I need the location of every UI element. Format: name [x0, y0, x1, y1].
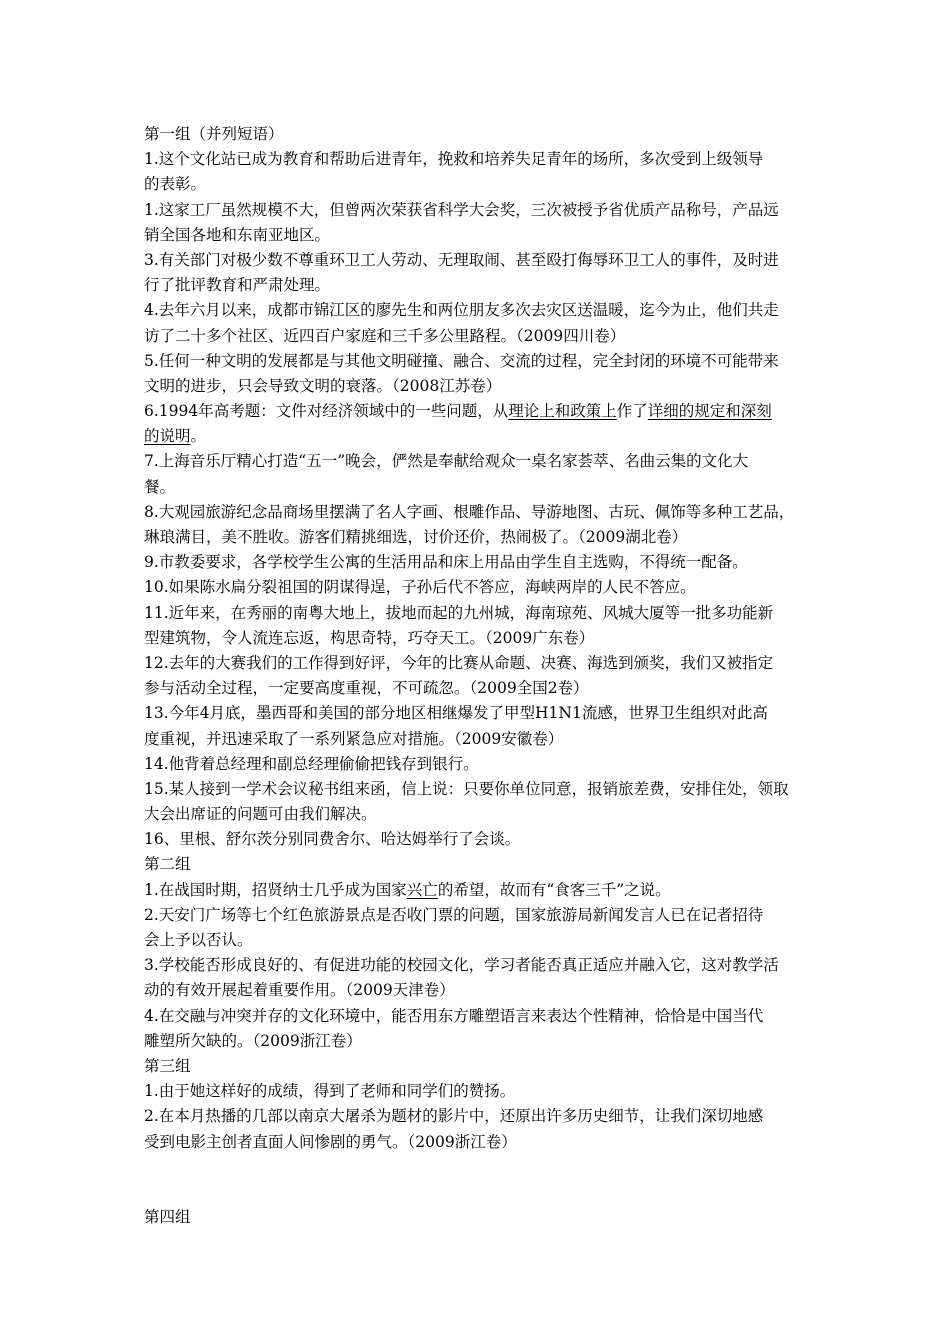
g3-item-2-line-1: 2.在本月热播的几部以南京大屠杀为题材的影片中，还原出许多历史细节，让我们深切地感 [144, 1107, 764, 1126]
blank-space [144, 1155, 814, 1205]
item-4-line-1: 4.去年六月以来，成都市锦江区的廖先生和两位朋友多次去灾区送温暖，迄今为止，他们共走 [144, 301, 779, 320]
item-9-line-1: 9.市教委要求，各学校学生公寓的生活用品和床上用品由学生自主选购，不得统一配备。 [144, 553, 748, 572]
item-6-line-1 [144, 399, 814, 424]
g3-item-1-line-1: 1.由于她这样好的成绩，得到了老师和同学们的赞扬。 [144, 1082, 516, 1101]
item-10-line-1: 10.如果陈水扁分裂祖国的阴谋得逞，子孙后代不答应，海峡两岸的人民不答应。 [144, 578, 696, 597]
g2-item-2-line-1: 2.天安门广场等七个红色旅游景点是否收门票的问题，国家旅游局新闻发言人已在记者招待 [144, 905, 764, 924]
item-7-line-2: 餐。 [144, 477, 176, 496]
item-4-line-2: 访了二十多个社区、近四百户家庭和三千多公里路程。（2009四川卷） [144, 326, 626, 345]
item-13-line-1: 13.今年4月底，墨西哥和美国的部分地区相继爆发了甲型H1N1流感，世界卫生组织对此高 [144, 704, 768, 723]
item-11-line-2: 型建筑物，令人流连忘返，构思奇特，巧夺天工。（2009广东卷） [144, 628, 595, 647]
item-1-line-2: 的表彰。 [144, 175, 207, 194]
item-12-line-1: 12.去年的大赛我们的工作得到好评，今年的比赛从命题、决赛、海选到颁奖，我们又被指定 [144, 653, 774, 672]
g2-item-1-text-a: 1.在战国时期，招贤纳士几乎成为国家 [144, 880, 407, 899]
g2-item-3-line-2: 动的有效开展起着重要作用。（2009天津卷） [144, 981, 455, 1000]
item-16-line-1: 16、里根、舒尔茨分别同费舍尔、哈达姆举行了会谈。 [144, 830, 521, 849]
item-6-underline-1: 理论上和政策上 [508, 402, 617, 421]
item-15-line-2: 大会出席证的问题可由我们解决。 [144, 805, 377, 824]
g3-item-2-line-2: 受到电影主创者直面人间惨剧的勇气。（2009浙江卷） [144, 1132, 517, 1151]
item-12-line-2: 参与活动全过程，一定要高度重视，不可疏忽。（2009全国2卷） [144, 679, 589, 698]
item-2-line-1: 1.这家工厂虽然规模不大，但曾两次荣获省科学大会奖，三次被授予省优质产品称号，产品远 [144, 200, 779, 219]
g2-item-3-line-1: 3.学校能否形成良好的、有促进功能的校园文化，学习者能否真正适应并融入它，这对教学活 [144, 956, 779, 975]
item-6-underline-2: 详细的规定和深刻 [647, 402, 772, 421]
item-6-text-b: 作了 [616, 402, 648, 421]
item-6-line-2 [144, 424, 814, 449]
g2-item-1-underline: 兴亡 [406, 880, 438, 899]
item-1-line-1: 1.这个文化站已成为教育和帮助后进青年，挽救和培养失足青年的场所，多次受到上级领导 [144, 150, 764, 169]
group-3-title: 第三组 [144, 1056, 191, 1075]
item-11-line-1: 11.近年来，在秀丽的南粤大地上，拔地而起的九州城，海南琼苑、风城大厦等一批多功能新 [144, 603, 774, 622]
item-7-line-1: 7.上海音乐厅精心打造“五一”晚会，俨然是奉献给观众一桌名家荟萃、名曲云集的文化大 [144, 452, 749, 471]
item-5-line-2: 文明的进步，只会导致文明的衰落。（2008江苏卷） [144, 376, 502, 395]
item-8-line-1: 8.大观园旅游纪念品商场里摆满了名人字画、根雕作品、导游地图、古玩、佩饰等多种工艺品， [144, 502, 795, 521]
item-14-line-1: 14.他背着总经理和副总经理偷偷把钱存到银行。 [144, 754, 479, 773]
g2-item-2-line-2: 会上予以否认。 [144, 931, 253, 949]
item-5-line-1: 5.任何一种文明的发展都是与其他文明碰撞、融合、交流的过程，完全封闭的环境不可能带来 [144, 351, 779, 370]
group-1-title: 第一组（并列短语） [144, 125, 284, 143]
g2-item-1-line-1 [144, 878, 814, 903]
item-6-underline-2-cont: 的说明 [144, 427, 191, 446]
item-8-line-2: 琳琅满目，美不胜收。游客们精挑细选，讨价还价，热闹极了。（2009湖北卷） [144, 528, 688, 546]
g2-item-4-line-2: 雕塑所欠缺的。（2009浙江卷） [144, 1031, 362, 1050]
item-2-line-2: 销全国各地和东南亚地区。 [144, 225, 331, 244]
item-6-text-a: 6.1994年高考题：文件对经济领域中的一些问题，从 [144, 402, 509, 421]
document-page [144, 122, 814, 1230]
item-3-line-1: 3.有关部门对极少数不尊重环卫工人劳动、无理取闹、甚至殴打侮辱环卫工人的事件，及时进 [144, 250, 779, 269]
item-15-line-1: 15.某人接到一学术会议秘书组来函，信上说：只要你单位同意，报销旅差费，安排住处，领取 [144, 779, 789, 798]
item-3-line-2: 行了批评教育和严肃处理。 [144, 276, 331, 295]
item-13-line-2: 度重视，并迅速采取了一系列紧急应对措施。（2009安徽卷） [144, 729, 564, 748]
group-4-title: 第四组 [144, 1207, 191, 1226]
g2-item-4-line-1: 4.在交融与冲突并存的文化环境中，能否用东方雕塑语言来表达个性精神，恰恰是中国当代 [144, 1006, 764, 1025]
group-2-title: 第二组 [144, 855, 191, 874]
item-6-text-c: 。 [190, 427, 207, 446]
g2-item-1-text-b: 的希望，故而有“食客三千”之说。 [437, 880, 671, 899]
